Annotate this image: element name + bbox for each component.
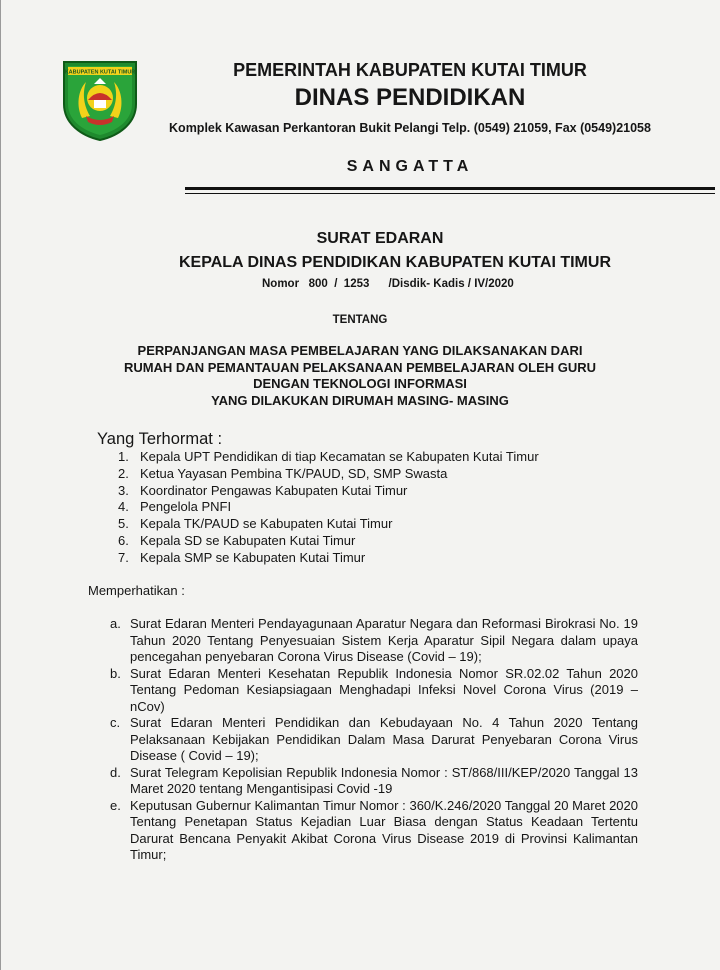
kutai-timur-emblem <box>60 58 140 142</box>
subject-block <box>60 343 660 409</box>
subject-line: RUMAH DAN PEMANTAUAN PELAKSANAAN PEMBELAJARAN OLEH GURU <box>123 359 597 375</box>
page-edge <box>0 0 1 970</box>
list-item: d. Surat Telegram Kepolisian Republik Indonesia Nomor : ST/868/III/KEP/2020 Tanggal 13 Maret 2020 tentang Mengantisipasi Covid -19 <box>110 764 638 796</box>
agency-city: SANGATTA <box>346 158 474 175</box>
document-issuer: KEPALA DINAS PENDIDIKAN KABUPATEN KUTAI TIMUR <box>179 254 611 271</box>
list-item: b. Surat Edaran Menteri Kesehatan Republik Indonesia Nomor SR.02.02 Tahun 2020 Tentang Pedoman Kesiapsiagaan Menghadapi Infeksi Novel Corona Virus (2019 – nCov) <box>110 665 638 714</box>
list-item: c. Surat Edaran Menteri Pendidikan dan Kebudayaan No. 4 Tahun 2020 Tentang Pelaksanaan Kebijakan Pendidikan Dalam Masa Darurat Penyebaran Corona Virus Disease ( Covid – 19); <box>110 715 638 763</box>
list-item: 5. Kepala TK/PAUD se Kabupaten Kutai Timur <box>118 516 393 532</box>
recipient-list <box>118 449 539 567</box>
memperhatikan-label: Memperhatikan : <box>88 583 185 598</box>
document-number: Nomor 800 / 1253 /Disdik- Kadis / IV/2020 <box>262 278 514 290</box>
subject-line: DENGAN TEKNOLOGI INFORMASI <box>253 376 467 391</box>
list-item: 4. Pengelola PNFI <box>118 499 232 515</box>
document-type: SURAT EDARAN <box>316 230 444 247</box>
subject-line: YANG DILAKUKAN DIRUMAH MASING- MASING <box>211 392 509 408</box>
list-item: e. Keputusan Gubernur Kalimantan Timur Nomor : 360/K.246/2020 Tanggal 20 Maret 2020 Tentang Penetapan Status Kejadian Luar Biasa dengan Status Keadaan Tertentu Darurat Bencana Penyakit Akibat Corona Virus Disease 2019 di Provinsi Kalimantan Timur; <box>110 797 638 862</box>
list-item: 6. Kepala SD se Kabupaten Kutai Timur <box>118 532 356 548</box>
salutation: Yang Terhormat : <box>97 430 223 448</box>
tentang-label: TENTANG <box>332 314 388 326</box>
letterhead-rule-thick <box>185 187 715 190</box>
list-item: 7. Kepala SMP se Kabupaten Kutai Timur <box>118 549 366 565</box>
government-name: PEMERINTAH KABUPATEN KUTAI TIMUR <box>233 60 587 80</box>
list-item: a. Surat Edaran Menteri Pendayagunaan Aparatur Negara dan Reformasi Birokrasi No. 19 Tahun 2020 Tentang Penyesuaian Sistem Kerja Aparatur Sipil Negara dalam upaya pencegahan penyebaran Corona Virus Disease (Covid – 19); <box>110 616 638 664</box>
subject-line: PERPANJANGAN MASA PEMBELAJARAN YANG DILAKSANAKAN DARI <box>137 343 583 358</box>
letterhead-rule-thin <box>185 193 715 194</box>
list-item: 2. Ketua Yayasan Pembina TK/PAUD, SD, SMP Swasta <box>118 465 448 481</box>
emblem-banner-text: KABUPATEN KUTAI TIMUR <box>64 69 136 76</box>
agency-name: DINAS PENDIDIKAN <box>294 84 526 111</box>
list-item: 1. Kepala UPT Pendidikan di tiap Kecamatan se Kabupaten Kutai Timur <box>118 449 539 464</box>
list-item: 3. Koordinator Pengawas Kabupaten Kutai Timur <box>118 482 408 498</box>
agency-address: Komplek Kawasan Perkantoran Bukit Pelangi Telp. (0549) 21059, Fax (0549)21058 <box>169 121 651 135</box>
consideration-list <box>110 616 638 864</box>
